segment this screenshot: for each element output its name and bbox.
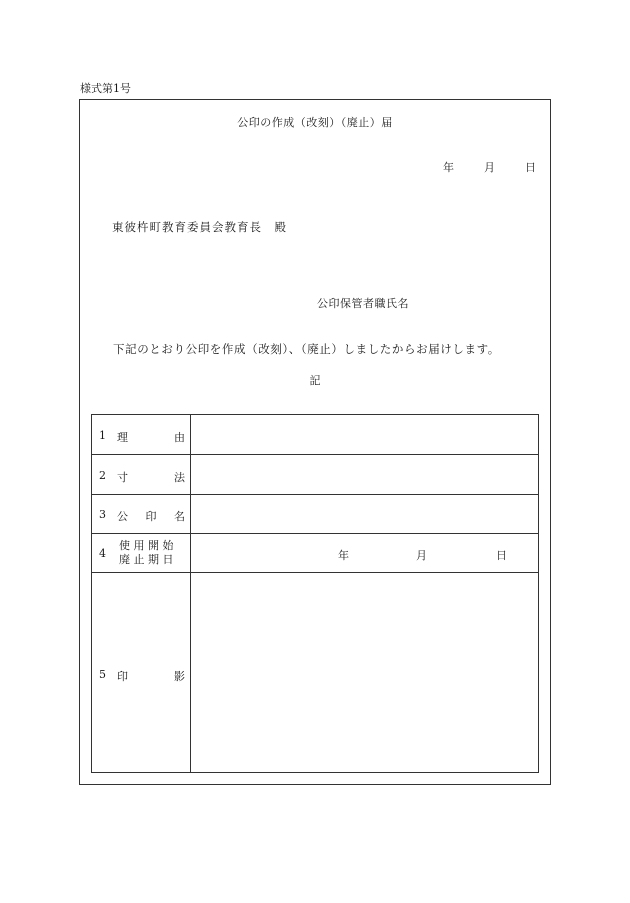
row-number: 5 <box>99 668 106 681</box>
row-number: 3 <box>99 508 106 521</box>
table-row-divider <box>92 572 538 573</box>
row-label: 公 印 名 <box>117 510 185 523</box>
row-label: 寸 法 <box>117 471 185 484</box>
row-number: 2 <box>99 469 106 482</box>
form-number-label: 様式第1号 <box>80 82 131 95</box>
row-label: 理 由 <box>117 431 185 444</box>
row-number: 1 <box>99 429 106 442</box>
row4-day-label: 日 <box>496 549 507 562</box>
row-label: 印 影 <box>117 670 185 683</box>
body-text: 下記のとおり公印を作成（改刻）、（廃止）しましたからお届けします。 <box>113 342 500 356</box>
date-year-label: 年 <box>443 161 454 174</box>
ki-heading: 記 <box>309 374 321 387</box>
details-table <box>91 414 539 773</box>
table-row-divider <box>92 494 538 495</box>
row4-month-label: 月 <box>416 549 427 562</box>
row-number: 4 <box>99 547 106 560</box>
row4-year-label: 年 <box>338 549 349 562</box>
table-row-divider <box>92 454 538 455</box>
custodian-name-label: 公印保管者職氏名 <box>317 297 409 310</box>
table-row-divider <box>92 533 538 534</box>
date-month-label: 月 <box>484 161 495 174</box>
table-column-divider <box>190 415 191 772</box>
submission-date <box>443 162 536 173</box>
form-title: 公印の作成（改刻）（廃止）届 <box>237 116 393 129</box>
addressee: 東彼杵町教育委員会教育長 殿 <box>112 220 287 234</box>
row-label: 使用開始 廃止期日 <box>119 539 177 566</box>
date-day-label: 日 <box>525 161 536 174</box>
